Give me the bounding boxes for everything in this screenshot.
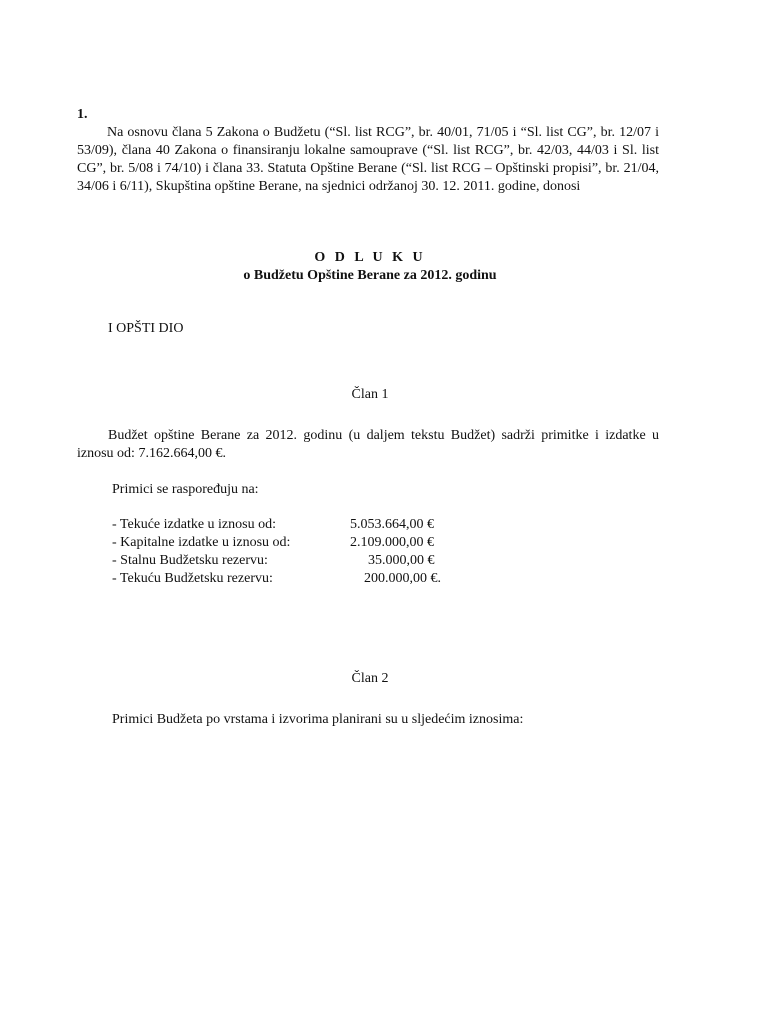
intro-paragraph (77, 124, 659, 196)
document-subtitle: o Budžetu Opštine Berane za 2012. godinu (243, 268, 497, 283)
allocation-list (112, 516, 472, 588)
item-amount: 5.053.664,00 € (350, 517, 434, 532)
article-1-heading: Član 1 (351, 387, 389, 402)
item-amount: 2.109.000,00 € (350, 535, 434, 550)
list-item (112, 534, 472, 552)
article-2-text: Primici Budžeta po vrstama i izvorima planirani su u sljedećim iznosima: (112, 712, 524, 727)
intro-text: Na osnovu člana 5 Zakona o Budžetu (“Sl. list RCG”, br. 40/01, 71/05 i “Sl. list CG”, br. 12/07 i 53/09), člana 40 Zakona o finansiranju lokalne samouprave (“Sl. list RCG”, br. 42/03, 44/03 i Sl. list CG”, br. 5/08 i 74/10) i člana 33. Statuta Opštine Berane (“Sl. list RCG – Opštinski propisi”, br. 21/04, 34/06 i 6/11), Skupština opštine Berane, na sjednici održanoj 30. 12. 2011. godine, donosi (77, 125, 659, 194)
document-title: O D L U K U (314, 250, 426, 265)
item-amount: 35.000,00 € (368, 553, 435, 568)
list-item (112, 552, 472, 570)
article-2-heading: Član 2 (351, 671, 389, 686)
list-item (112, 516, 472, 534)
list-item (112, 570, 472, 588)
article-1-paragraph (77, 427, 659, 463)
item-label: - Kapitalne izdatke u iznosu od: (112, 535, 291, 550)
item-label: - Tekuću Budžetsku rezervu: (112, 571, 273, 586)
item-label: - Stalnu Budžetsku rezervu: (112, 553, 268, 568)
article-1-text: Budžet opštine Berane za 2012. godinu (u daljem tekstu Budžet) sadrži primitke i izdatke u iznosu od: 7.162.664,00 €. (77, 428, 659, 461)
item-amount: 200.000,00 €. (364, 571, 441, 586)
section-heading: I OPŠTI DIO (108, 321, 184, 336)
item-number: 1. (77, 107, 88, 122)
item-label: - Tekuće izdatke u iznosu od: (112, 517, 276, 532)
article-1-lead: Primici se raspoređuju na: (112, 482, 259, 497)
